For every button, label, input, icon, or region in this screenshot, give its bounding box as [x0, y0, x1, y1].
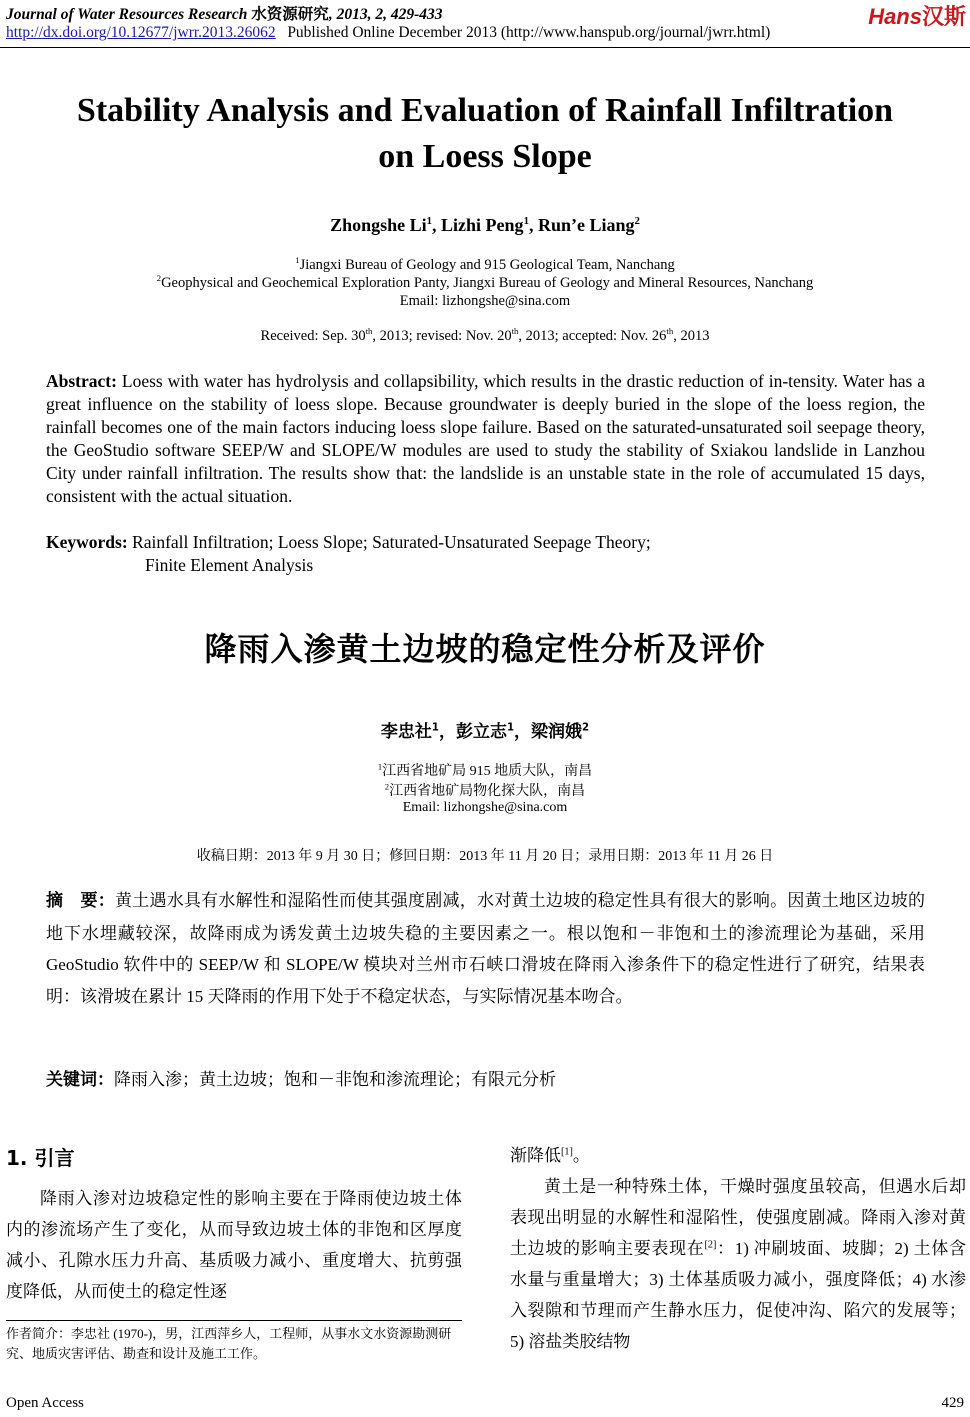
aff-sup: 1 — [295, 255, 300, 266]
page-number: 429 — [941, 1395, 964, 1411]
cn-aff-sup: 2 — [384, 782, 390, 792]
aff-sup: 2 — [156, 273, 162, 284]
cn-author-sup: 2 — [582, 722, 590, 734]
cn-keywords-text: 降雨入渗；黄土边坡；饱和－非饱和渗流理论；有限元分析 — [114, 1070, 556, 1089]
cn-keywords-label: 关键词： — [46, 1070, 114, 1090]
received-text: Received: Sep. 30 — [260, 328, 366, 344]
logo-cn: 汉斯 — [921, 4, 966, 29]
logo-en: Hans — [868, 4, 922, 29]
cn-abstract-label: 摘 要： — [46, 891, 115, 911]
received-dates — [0, 328, 970, 345]
paper-title — [20, 88, 950, 180]
author-name: Zhongshe Li — [330, 215, 427, 235]
cn-author-name: 彭立志 — [455, 722, 507, 742]
cont-text: 渐降低 — [510, 1146, 561, 1165]
cn-author-sep: ， — [438, 722, 456, 742]
cn-author-sup: 1 — [506, 722, 515, 734]
abstract-label: Abstract: — [46, 371, 117, 391]
keywords — [46, 531, 651, 577]
body-column-left — [6, 1183, 462, 1307]
para-text: ：1) 冲刷坡面、坡脚；2) 土体含水量与重量增大；3) 土体基质吸力减小，强度降低；4) 水渗入裂隙和节理而产生静水压力，促使冲沟、陷穴的发展等；5) 溶盐类胶结物 — [510, 1239, 967, 1351]
header-divider — [0, 47, 970, 48]
cn-aff-text: 江西省地矿局物化探大队，南昌 — [389, 784, 586, 799]
cn-received-dates: 收稿日期：2013 年 9 月 30 日；修回日期：2013 年 11 月 20 日；录用日期：2013 年 11 月 26 日 — [196, 849, 774, 864]
affiliation-2 — [0, 275, 970, 292]
cn-keywords — [46, 1065, 556, 1090]
doi-link[interactable]: http://dx.doi.org/10.12677/jwrr.2013.26062 — [6, 24, 276, 41]
accepted-year: , 2013 — [673, 328, 710, 344]
cn-aff-text: 江西省地矿局 915 地质大队，南昌 — [382, 764, 593, 779]
cn-author-list — [0, 717, 970, 742]
body-paragraph: 降雨入渗对边坡稳定性的影响主要在于降雨使边坡土体内的渗流场产生了变化，从而导致边坡土体的非饱和区厚度减小、孔隙水压力升高、基质吸力减小、重度增大、抗剪强度降低，从而使土的稳定性逐 — [6, 1189, 462, 1301]
journal-header — [6, 2, 442, 24]
published-info: Published Online December 2013 (http://www.hanspub.org/journal/jwrr.html) — [287, 24, 771, 41]
cn-author-sep: ， — [514, 722, 532, 742]
abstract-text: Loess with water has hydrolysis and collapsibility, which results in the drastic reduction of in-tensity. Water has a great influence on the stability of loess slope. Because groundwater is deeply buried in the slope of the loess region, the rainfall becomes one of the main factors inducing loess slope failure. Based on the saturated-unsaturated soil seepage theory, the GeoStudio software SEEP/W and SLOPE/W modules are used to study the stability of Sxiakou landslide in Lanzhou City under rainfall infiltration. The results show that: the landslide is an unstable state in the role of accumulated 15 days, consistent with the actual situation. — [46, 371, 925, 506]
header-links — [6, 24, 770, 42]
footnote-divider — [6, 1320, 462, 1321]
journal-issue: , 2013, 2, 429-433 — [328, 6, 443, 23]
citation-ref: [2] — [704, 1239, 717, 1251]
body-paragraph-cont — [510, 1140, 966, 1171]
publisher-logo — [868, 0, 966, 31]
aff-text: Geophysical and Geochemical Exploration Panty, Jiangxi Bureau of Geology and Mineral Resources, Nanchang — [161, 275, 814, 291]
author-sup: 1 — [426, 215, 433, 227]
affiliation-1 — [0, 257, 970, 274]
journal-name-cn: 水资源研究 — [251, 6, 329, 23]
cn-author-email: Email: lizhongshe@sina.com — [402, 800, 568, 815]
aff-text: Jiangxi Bureau of Geology and 915 Geological Team, Nanchang — [299, 257, 675, 273]
cn-abstract-text: 黄土遇水具有水解性和湿陷性而使其强度剧减，水对黄土边坡的稳定性具有很大的影响。因黄土地区边坡的地下水埋藏较深，故降雨成为诱发黄土边坡失稳的主要因素之一。根以饱和－非饱和土的渗流理论为基础，采用 GeoStudio 软件中的 SEEP/W 和 SLOPE/W 模块对兰州市石峡口滑坡在降雨入渗条件下的稳定性进行了研究，结果表明：该滑坡在累计 15 天降雨的作用下处于不稳定状态，与实际情况基本吻合。 — [46, 891, 926, 1006]
author-name: Lizhi Peng — [441, 215, 524, 235]
abstract — [46, 370, 925, 508]
cn-author-name: 梁润娥 — [531, 722, 583, 742]
author-sup: 2 — [634, 215, 640, 227]
title-line-1: Stability Analysis and Evaluation of Rainfall Infiltration — [76, 92, 894, 129]
cn-affiliation-1 — [0, 760, 970, 780]
author-sup: 1 — [523, 215, 529, 227]
para-text: 黄土是一种特殊土体，干燥时强度虽较高，但遇水后却表现出明显的水解性和湿陷性，使强度剧减。降雨入渗对黄土边坡的影响主要表现在 — [510, 1177, 966, 1258]
footer-open-access: Open Access — [6, 1395, 84, 1411]
cn-abstract — [46, 885, 925, 1012]
received-sup: th — [365, 326, 373, 337]
cn-affiliation-2 — [0, 780, 970, 800]
revised-sup: th — [511, 326, 519, 337]
journal-name: Journal of Water Resources Research — [6, 6, 248, 23]
author-email: Email: lizhongshe@sina.com — [399, 293, 571, 309]
cn-author-name: 李忠社 — [380, 722, 432, 742]
body-column-right — [510, 1140, 966, 1357]
section-heading: 1. 引言 — [6, 1146, 75, 1170]
body-paragraph — [510, 1171, 966, 1357]
title-line-2: on Loess Slope — [378, 138, 592, 175]
keywords-label: Keywords: — [46, 532, 128, 552]
cn-paper-title: 降雨入渗黄土边坡的稳定性分析及评价 — [204, 630, 766, 668]
author-name: Run’e Liang — [537, 215, 635, 235]
keywords-line-2: Finite Element Analysis — [145, 555, 314, 575]
revised-text: , 2013; revised: Nov. 20 — [372, 328, 512, 344]
author-list: Zhongshe Li$^1$, Lizhi Peng$^1$, Run’e Liang$^2$ — [330, 215, 640, 235]
citation-ref: [1] — [561, 1146, 573, 1158]
accepted-text: , 2013; accepted: Nov. 26 — [518, 328, 667, 344]
keywords-line-1: Rainfall Infiltration; Loess Slope; Saturated-Unsaturated Seepage Theory; — [132, 532, 651, 552]
author-footnote: 作者简介：李忠社 (1970-)，男，江西萍乡人，工程师，从事水文水资源勘测研究、地质灾害评估、勘查和设计及施工工作。 — [6, 1326, 452, 1361]
cn-author-sup: 1 — [431, 722, 439, 734]
accepted-sup: th — [666, 326, 674, 337]
cont-end: 。 — [572, 1146, 590, 1165]
cn-aff-sup: 1 — [377, 762, 383, 772]
